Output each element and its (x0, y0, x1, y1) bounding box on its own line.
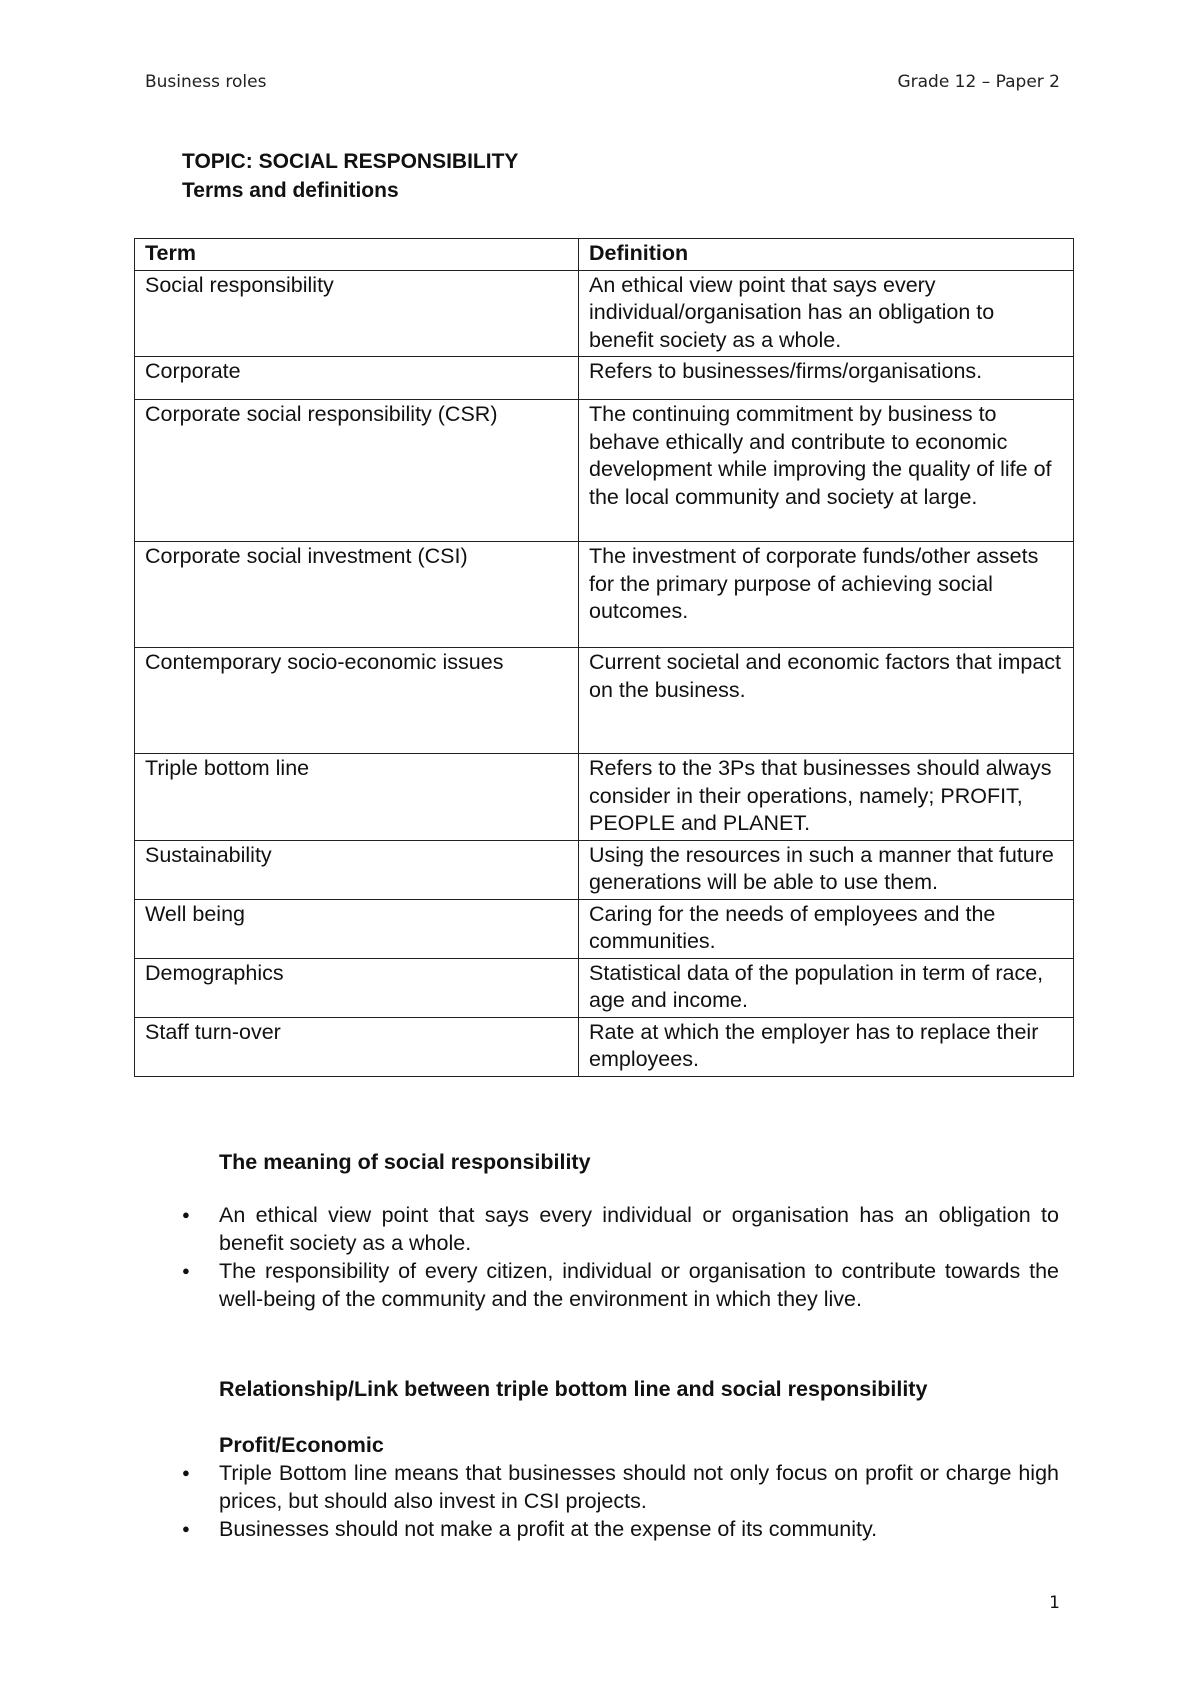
header-left: Business roles (145, 72, 267, 92)
term-cell: Sustainability (135, 840, 579, 899)
term-cell: Contemporary socio-economic issues (135, 648, 579, 754)
table-row (135, 899, 1074, 958)
table-row (135, 958, 1074, 1017)
definition-cell: Refers to the 3Ps that businesses should always consider in their operations, namely; PROFIT, PEOPLE and PLANET. (579, 754, 1074, 841)
meaning-section (219, 1148, 1059, 1313)
table-row (135, 1017, 1074, 1076)
terms-table (134, 238, 1074, 1077)
list-item: ● Triple Bottom line means that businesses should not only focus on profit or charge high prices, but should also invest in CSI projects. (219, 1459, 1059, 1515)
definition-cell: Caring for the needs of employees and the communities. (579, 899, 1074, 958)
header-definition: Definition (579, 239, 1074, 271)
header-right: Grade 12 – Paper 2 (897, 72, 1060, 92)
table-row (135, 270, 1074, 357)
profit-list (219, 1459, 1059, 1543)
meaning-heading: The meaning of social responsibility (219, 1150, 591, 1174)
definition-cell: The continuing commitment by business to behave ethically and contribute to economic development while improving the quality of life of the local community and society at large. (579, 400, 1074, 542)
definition-cell: The investment of corporate funds/other assets for the primary purpose of achieving social outcomes. (579, 542, 1074, 648)
definition-cell: Refers to businesses/firms/organisations. (579, 357, 1074, 400)
term-cell: Well being (135, 899, 579, 958)
page-number: 1 (1049, 1593, 1060, 1613)
definition-cell: Statistical data of the population in term of race, age and income. (579, 958, 1074, 1017)
term-cell: Corporate social responsibility (CSR) (135, 400, 579, 542)
meaning-list (219, 1201, 1059, 1313)
term-cell: Demographics (135, 958, 579, 1017)
table-row (135, 648, 1074, 754)
topic-title: TOPIC: SOCIAL RESPONSIBILITY (182, 150, 519, 173)
header-term: Term (135, 239, 579, 271)
profit-section (219, 1431, 1059, 1543)
definition-cell: Current societal and economic factors that impact on the business. (579, 648, 1074, 754)
term-cell: Triple bottom line (135, 754, 579, 841)
topic-block (182, 147, 518, 205)
list-item: ● Businesses should not make a profit at the expense of its community. (219, 1515, 1059, 1543)
table-row (135, 840, 1074, 899)
definition-cell: An ethical view point that says every individual/organisation has an obligation to benefit society as a whole. (579, 270, 1074, 357)
relationship-heading: Relationship/Link between triple bottom line and social responsibility (219, 1377, 928, 1401)
table-row (135, 542, 1074, 648)
definition-cell: Using the resources in such a manner that future generations will be able to use them. (579, 840, 1074, 899)
table-header-row (135, 239, 1074, 271)
table-row (135, 357, 1074, 400)
list-item: ● An ethical view point that says every individual or organisation has an obligation to benefit society as a whole. (219, 1201, 1059, 1257)
term-cell: Social responsibility (135, 270, 579, 357)
topic-subtitle: Terms and definitions (182, 179, 399, 202)
term-cell: Staff turn-over (135, 1017, 579, 1076)
profit-heading: Profit/Economic (219, 1433, 384, 1457)
table-row (135, 754, 1074, 841)
list-item: ● The responsibility of every citizen, individual or organisation to contribute towards the well-being of the community and the environment in which they live. (219, 1257, 1059, 1313)
table-row (135, 400, 1074, 542)
definition-cell: Rate at which the employer has to replace their employees. (579, 1017, 1074, 1076)
term-cell: Corporate (135, 357, 579, 400)
term-cell: Corporate social investment (CSI) (135, 542, 579, 648)
